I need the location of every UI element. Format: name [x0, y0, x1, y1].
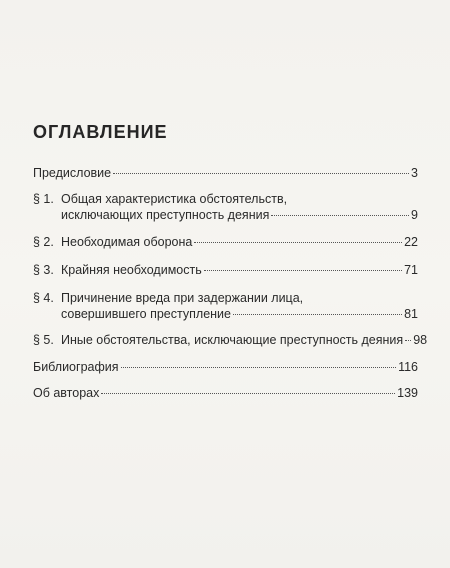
section-number: § 3.	[33, 263, 54, 277]
toc-page-number: 71	[404, 263, 418, 277]
toc-entry-title: Библиография	[33, 360, 119, 374]
section-number: § 1.	[33, 192, 54, 206]
toc-entry-title: Крайняя необходимость	[61, 263, 202, 277]
toc-page-number: 3	[411, 166, 418, 180]
toc-entry-title: Иные обстоятельства, исключающие преступность деяния	[61, 333, 404, 347]
toc-page-number: 22	[404, 235, 418, 249]
toc-entry-title: Предисловие	[33, 166, 112, 180]
leader-dots	[271, 215, 409, 216]
toc-page-number: 139	[397, 386, 418, 400]
toc-entry-title-cont: совершившего преступление	[61, 307, 231, 321]
toc-entry-title: Причинение вреда при задержании лица,	[61, 291, 304, 305]
section-number: § 4.	[33, 291, 54, 305]
leader-dots	[194, 242, 402, 243]
leader-dots	[233, 314, 402, 315]
leader-dots	[113, 173, 409, 174]
toc-page-number: 9	[411, 208, 418, 222]
toc-entry-title: Об авторах	[33, 386, 100, 400]
section-number: § 2.	[33, 235, 54, 249]
toc-page-number: 81	[404, 307, 418, 321]
leader-dots	[405, 340, 411, 341]
leader-dots	[204, 270, 402, 271]
toc-entry-title: Общая характеристика обстоятельств,	[61, 192, 288, 206]
leader-dots	[101, 393, 395, 394]
section-number: § 5.	[33, 333, 54, 347]
leader-dots	[121, 367, 397, 368]
toc-title: ОГЛАВЛЕНИЕ	[33, 122, 168, 142]
toc-entry-title-cont: исключающих преступность деяния	[61, 208, 270, 222]
toc-page-number: 98	[413, 333, 428, 347]
toc-page-number: 116	[398, 360, 418, 374]
toc-entry-title: Необходимая оборона	[61, 235, 193, 249]
